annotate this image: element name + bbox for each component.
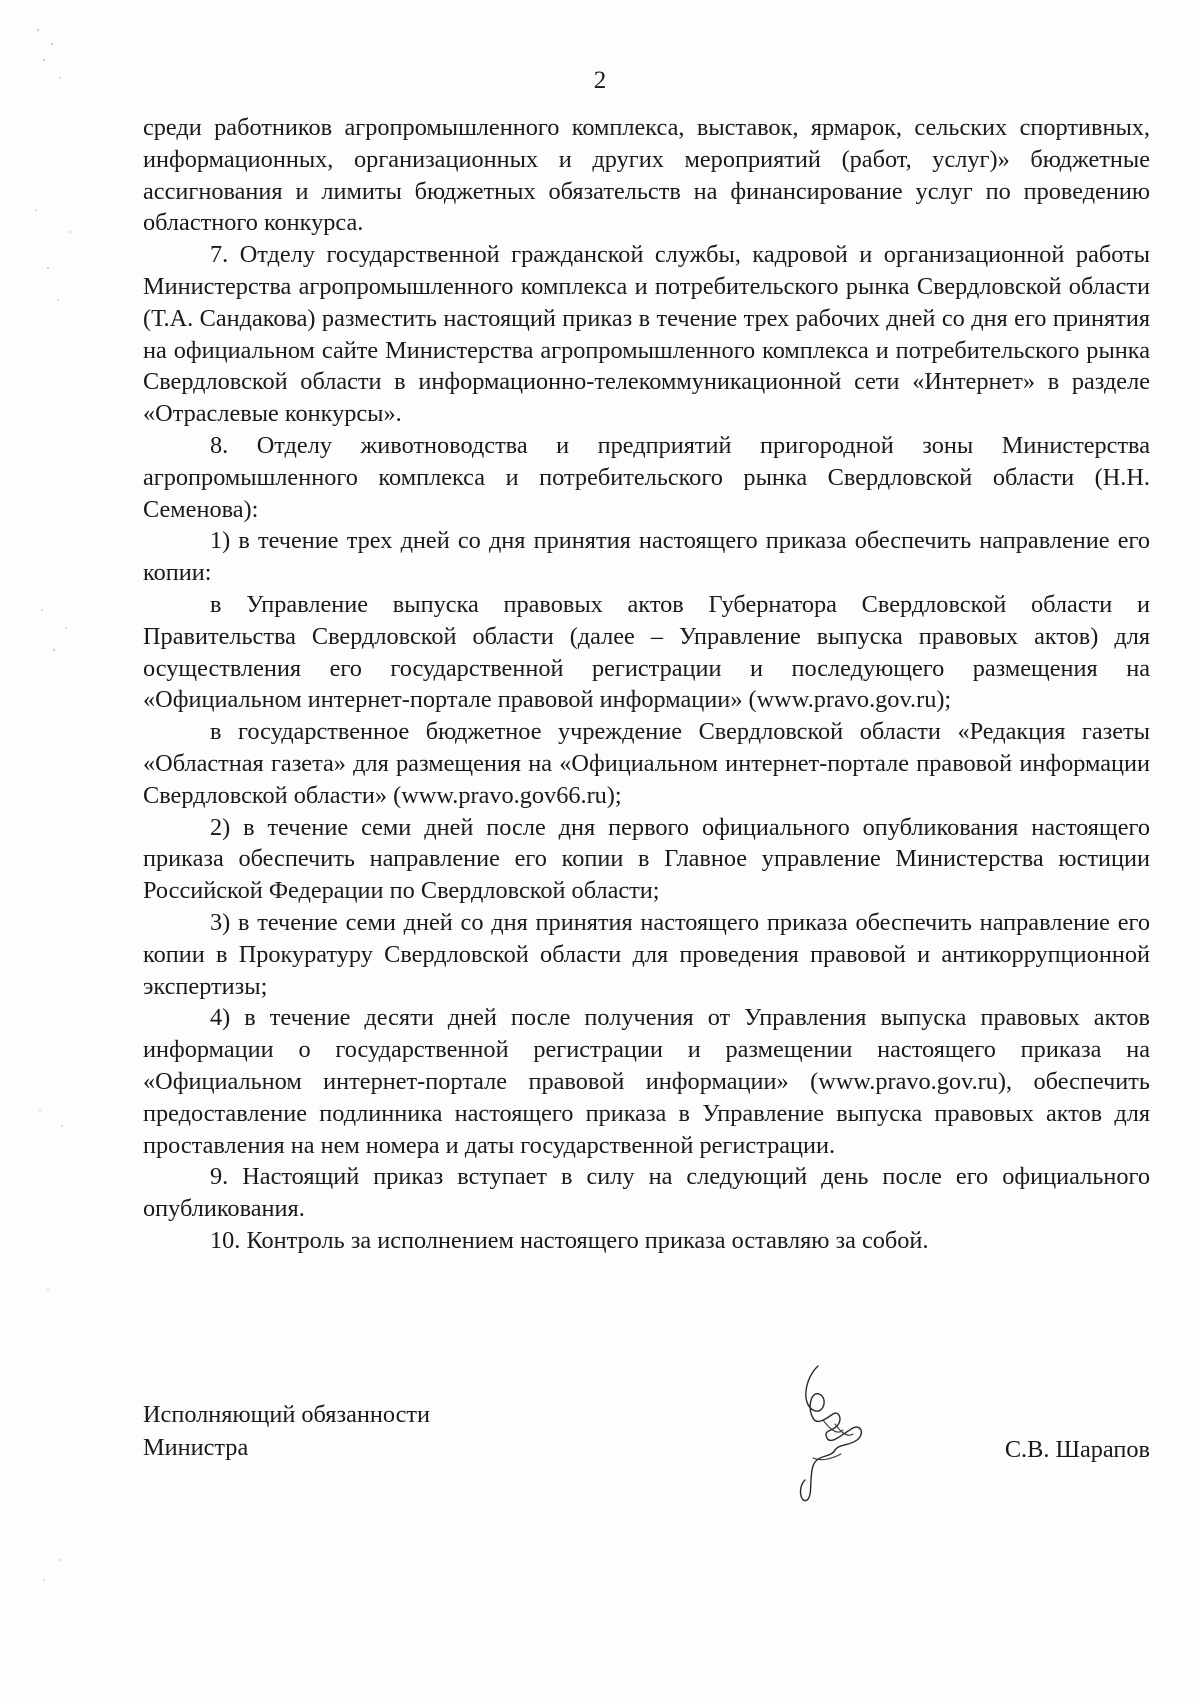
page-number: 2: [593, 67, 607, 94]
paragraph-item-8-2: 2) в течение семи дней после дня первого официального опубликования настоящего приказа обеспечить направление его копии в Главное управление Министерства юстиции Российской Федерации по Свердловской области;: [143, 813, 1150, 905]
paragraph-continuation: среди работников агропромышленного комплекса, выставок, ярмарок, сельских спортивных, информационных, организационных и других мероприятий (работ, услуг)» бюджетные ассигнования и лимиты бюджетных обязательств на финансирование услуг по проведению областного конкурса.: [143, 114, 1150, 237]
signatory-role-line-1: Исполняющий обязанности: [143, 1401, 431, 1428]
paragraph-item-8-1-a: в Управление выпуска правовых актов Губернатора Свердловской области и Правительства Свердловской области (далее – Управление выпуска правовых актов) для осуществления его государственной регистрации и последующего размещения на «Официальном интернет-портале правовой информации» (www.pravo.gov.ru);: [143, 590, 1150, 714]
signatory-role: [143, 1398, 430, 1464]
handwritten-signature: [783, 1358, 893, 1518]
document-body: [143, 112, 1150, 1257]
scan-edge-noise: [0, 0, 110, 1697]
signatory-role-line-2: Министра: [143, 1434, 249, 1461]
paragraph-item-9: 9. Настоящий приказ вступает в силу на следующий день после его официального опубликования.: [143, 1163, 1150, 1223]
paragraph-item-8-4: 4) в течение десяти дней после получения от Управления выпуска правовых актов информации о государственной регистрации и размещении настоящего приказа на «Официальном интернет-портале правовой информации» (www.pravo.gov.ru), обеспечить предоставление подлинника настоящего приказа в Управление выпуска правовых актов для проставления на нем номера и даты государственной регистрации.: [143, 1004, 1150, 1159]
paragraph-item-8-3: 3) в течение семи дней со дня принятия настоящего приказа обеспечить направление его копии в Прокуратуру Свердловской области для проведения правовой и антикоррупционной экспертизы;: [143, 908, 1150, 1000]
signatory-name: С.В. Шарапов: [1004, 1436, 1150, 1463]
paragraph-item-8-1-b: в государственное бюджетное учреждение Свердловской области «Редакция газеты «Областная газета» для размещения на «Официальном интернет-портале правовой информации Свердловской области» (www.pravo.gov66.ru);: [143, 718, 1150, 809]
paragraph-item-8: 8. Отделу животноводства и предприятий пригородной зоны Министерства агропромышленного комплекса и потребительского рынка Свердловской области (Н.Н. Семенова):: [143, 431, 1150, 523]
paragraph-item-8-1: 1) в течение трех дней со дня принятия настоящего приказа обеспечить направление его копии:: [143, 527, 1150, 587]
signature-block: [143, 1398, 1150, 1508]
paragraph-item-10: 10. Контроль за исполнением настоящего приказа оставляю за собой.: [210, 1226, 929, 1254]
paragraph-item-7: 7. Отделу государственной гражданской службы, кадровой и организационной работы Министерства агропромышленного комплекса и потребительского рынка Свердловской области (Т.А. Сандакова) разместить настоящий приказ в течение трех рабочих дней со дня его принятия на официальном сайте Министерства агропромышленного комплекса и потребительского рынка Свердловской области в информационно-телекоммуникационной сети «Интернет» в разделе «Отраслевые конкурсы».: [143, 241, 1150, 428]
